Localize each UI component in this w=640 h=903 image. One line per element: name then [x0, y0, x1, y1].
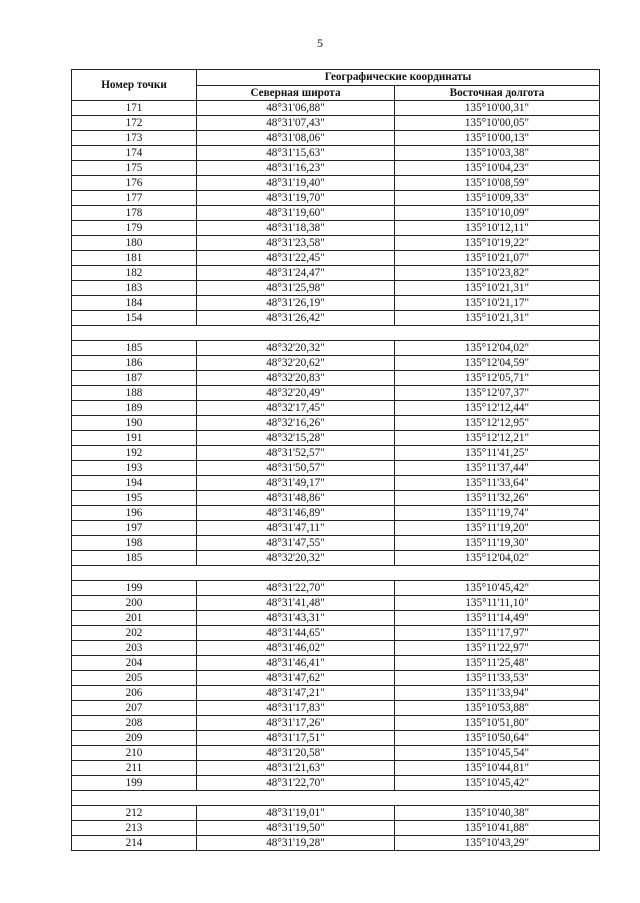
longitude-cell: 135°10'00,31"	[395, 101, 600, 116]
latitude-cell: 48°31'47,62"	[197, 671, 395, 686]
longitude-cell: 135°10'43,29"	[395, 836, 600, 851]
latitude-cell: 48°31'52,57"	[197, 446, 395, 461]
group-separator-row	[72, 566, 600, 581]
table-row	[72, 416, 600, 431]
point-number-cell: 180	[72, 236, 197, 251]
point-number-cell: 185	[72, 341, 197, 356]
point-number-cell: 176	[72, 176, 197, 191]
latitude-cell: 48°32'17,45"	[197, 401, 395, 416]
point-number-cell: 201	[72, 611, 197, 626]
longitude-cell: 135°11'33,94"	[395, 686, 600, 701]
latitude-cell: 48°32'20,32"	[197, 341, 395, 356]
group-separator-row	[72, 791, 600, 806]
longitude-cell: 135°12'04,02"	[395, 341, 600, 356]
table-row	[72, 491, 600, 506]
table-row	[72, 686, 600, 701]
latitude-cell: 48°31'17,83"	[197, 701, 395, 716]
longitude-cell: 135°11'41,25"	[395, 446, 600, 461]
point-number-cell: 205	[72, 671, 197, 686]
table-row	[72, 506, 600, 521]
point-number-cell: 209	[72, 731, 197, 746]
longitude-cell: 135°12'07,37"	[395, 386, 600, 401]
table-row	[72, 101, 600, 116]
latitude-cell: 48°31'19,50"	[197, 821, 395, 836]
latitude-cell: 48°31'46,02"	[197, 641, 395, 656]
table-row	[72, 581, 600, 596]
point-number-cell: 193	[72, 461, 197, 476]
latitude-cell: 48°31'47,21"	[197, 686, 395, 701]
table-row	[72, 596, 600, 611]
table-row	[72, 746, 600, 761]
point-number-cell: 206	[72, 686, 197, 701]
longitude-cell: 135°10'21,31"	[395, 281, 600, 296]
latitude-cell: 48°32'20,49"	[197, 386, 395, 401]
latitude-cell: 48°31'21,63"	[197, 761, 395, 776]
point-number-cell: 190	[72, 416, 197, 431]
longitude-cell: 135°12'12,21"	[395, 431, 600, 446]
latitude-cell: 48°31'19,60"	[197, 206, 395, 221]
separator-cell	[72, 326, 600, 341]
separator-cell	[72, 566, 600, 581]
longitude-cell: 135°11'14,49"	[395, 611, 600, 626]
point-number-cell: 194	[72, 476, 197, 491]
longitude-cell: 135°10'21,31"	[395, 311, 600, 326]
point-number-cell: 171	[72, 101, 197, 116]
latitude-cell: 48°32'20,83"	[197, 371, 395, 386]
table-row	[72, 401, 600, 416]
coordinates-table	[71, 69, 600, 851]
latitude-cell: 48°31'41,48"	[197, 596, 395, 611]
table-row	[72, 371, 600, 386]
table-row	[72, 161, 600, 176]
latitude-cell: 48°31'17,26"	[197, 716, 395, 731]
latitude-cell: 48°31'44,65"	[197, 626, 395, 641]
longitude-cell: 135°11'37,44"	[395, 461, 600, 476]
longitude-cell: 135°11'22,97"	[395, 641, 600, 656]
table-row	[72, 296, 600, 311]
point-number-cell: 188	[72, 386, 197, 401]
longitude-cell: 135°10'23,82"	[395, 266, 600, 281]
table-row	[72, 656, 600, 671]
header-point-number: Номер точки	[72, 70, 197, 101]
header-longitude: Восточная долгота	[395, 85, 600, 101]
longitude-cell: 135°11'11,10"	[395, 596, 600, 611]
point-number-cell: 185	[72, 551, 197, 566]
point-number-cell: 204	[72, 656, 197, 671]
table-row	[72, 536, 600, 551]
latitude-cell: 48°31'23,58"	[197, 236, 395, 251]
table-row	[72, 116, 600, 131]
table-row	[72, 611, 600, 626]
latitude-cell: 48°31'22,70"	[197, 776, 395, 791]
table-row	[72, 356, 600, 371]
table-row	[72, 311, 600, 326]
point-number-cell: 207	[72, 701, 197, 716]
point-number-cell: 181	[72, 251, 197, 266]
table-row	[72, 221, 600, 236]
longitude-cell: 135°10'21,07"	[395, 251, 600, 266]
group-separator-row	[72, 326, 600, 341]
latitude-cell: 48°31'48,86"	[197, 491, 395, 506]
point-number-cell: 213	[72, 821, 197, 836]
latitude-cell: 48°31'22,70"	[197, 581, 395, 596]
table-row	[72, 341, 600, 356]
latitude-cell: 48°31'08,06"	[197, 131, 395, 146]
longitude-cell: 135°12'12,44"	[395, 401, 600, 416]
table-row	[72, 731, 600, 746]
longitude-cell: 135°10'19,22"	[395, 236, 600, 251]
point-number-cell: 200	[72, 596, 197, 611]
point-number-cell: 183	[72, 281, 197, 296]
latitude-cell: 48°31'26,42"	[197, 311, 395, 326]
latitude-cell: 48°31'49,17"	[197, 476, 395, 491]
longitude-cell: 135°10'03,38"	[395, 146, 600, 161]
point-number-cell: 184	[72, 296, 197, 311]
table-row	[72, 806, 600, 821]
point-number-cell: 175	[72, 161, 197, 176]
longitude-cell: 135°11'25,48"	[395, 656, 600, 671]
table-row	[72, 251, 600, 266]
latitude-cell: 48°31'19,70"	[197, 191, 395, 206]
table-row	[72, 461, 600, 476]
point-number-cell: 199	[72, 776, 197, 791]
separator-cell	[72, 791, 600, 806]
table-row	[72, 206, 600, 221]
point-number-cell: 199	[72, 581, 197, 596]
table-row	[72, 281, 600, 296]
table-row	[72, 521, 600, 536]
latitude-cell: 48°32'16,26"	[197, 416, 395, 431]
latitude-cell: 48°31'19,01"	[197, 806, 395, 821]
page-number: 5	[317, 36, 323, 50]
table-row	[72, 386, 600, 401]
point-number-cell: 189	[72, 401, 197, 416]
longitude-cell: 135°10'10,09"	[395, 206, 600, 221]
longitude-cell: 135°10'51,80"	[395, 716, 600, 731]
longitude-cell: 135°10'21,17"	[395, 296, 600, 311]
longitude-cell: 135°11'17,97"	[395, 626, 600, 641]
point-number-cell: 154	[72, 311, 197, 326]
point-number-cell: 174	[72, 146, 197, 161]
point-number-cell: 212	[72, 806, 197, 821]
table-row	[72, 776, 600, 791]
longitude-cell: 135°12'05,71"	[395, 371, 600, 386]
latitude-cell: 48°31'24,47"	[197, 266, 395, 281]
table-row	[72, 191, 600, 206]
table-row	[72, 701, 600, 716]
table-row	[72, 131, 600, 146]
table-row	[72, 176, 600, 191]
longitude-cell: 135°11'19,20"	[395, 521, 600, 536]
longitude-cell: 135°10'00,05"	[395, 116, 600, 131]
table-row	[72, 266, 600, 281]
point-number-cell: 178	[72, 206, 197, 221]
longitude-cell: 135°10'45,54"	[395, 746, 600, 761]
point-number-cell: 214	[72, 836, 197, 851]
point-number-cell: 173	[72, 131, 197, 146]
point-number-cell: 172	[72, 116, 197, 131]
latitude-cell: 48°31'15,63"	[197, 146, 395, 161]
latitude-cell: 48°31'19,28"	[197, 836, 395, 851]
point-number-cell: 177	[72, 191, 197, 206]
point-number-cell: 196	[72, 506, 197, 521]
longitude-cell: 135°11'33,53"	[395, 671, 600, 686]
latitude-cell: 48°31'18,38"	[197, 221, 395, 236]
header-geo-coordinates: Географические координаты	[197, 70, 600, 86]
latitude-cell: 48°31'46,89"	[197, 506, 395, 521]
longitude-cell: 135°12'12,95"	[395, 416, 600, 431]
longitude-cell: 135°10'40,38"	[395, 806, 600, 821]
latitude-cell: 48°31'07,43"	[197, 116, 395, 131]
longitude-cell: 135°12'04,02"	[395, 551, 600, 566]
point-number-cell: 202	[72, 626, 197, 641]
header-latitude: Северная широта	[197, 85, 395, 101]
longitude-cell: 135°11'32,26"	[395, 491, 600, 506]
table-row	[72, 236, 600, 251]
latitude-cell: 48°31'17,51"	[197, 731, 395, 746]
latitude-cell: 48°31'25,98"	[197, 281, 395, 296]
table-row	[72, 761, 600, 776]
latitude-cell: 48°31'20,58"	[197, 746, 395, 761]
table-row	[72, 821, 600, 836]
latitude-cell: 48°31'43,31"	[197, 611, 395, 626]
point-number-cell: 203	[72, 641, 197, 656]
latitude-cell: 48°31'46,41"	[197, 656, 395, 671]
point-number-cell: 182	[72, 266, 197, 281]
point-number-cell: 197	[72, 521, 197, 536]
latitude-cell: 48°31'06,88"	[197, 101, 395, 116]
point-number-cell: 211	[72, 761, 197, 776]
longitude-cell: 135°10'53,88"	[395, 701, 600, 716]
longitude-cell: 135°11'19,74"	[395, 506, 600, 521]
longitude-cell: 135°10'45,42"	[395, 776, 600, 791]
longitude-cell: 135°10'12,11"	[395, 221, 600, 236]
longitude-cell: 135°10'04,23"	[395, 161, 600, 176]
latitude-cell: 48°31'19,40"	[197, 176, 395, 191]
table-row	[72, 551, 600, 566]
point-number-cell: 191	[72, 431, 197, 446]
longitude-cell: 135°10'08,59"	[395, 176, 600, 191]
table-row	[72, 431, 600, 446]
latitude-cell: 48°31'47,11"	[197, 521, 395, 536]
point-number-cell: 192	[72, 446, 197, 461]
table-row	[72, 641, 600, 656]
table-row	[72, 476, 600, 491]
longitude-cell: 135°11'33,64"	[395, 476, 600, 491]
point-number-cell: 208	[72, 716, 197, 731]
longitude-cell: 135°10'41,88"	[395, 821, 600, 836]
longitude-cell: 135°10'09,33"	[395, 191, 600, 206]
table-row	[72, 671, 600, 686]
latitude-cell: 48°31'47,55"	[197, 536, 395, 551]
table-body	[72, 101, 600, 851]
point-number-cell: 179	[72, 221, 197, 236]
latitude-cell: 48°32'15,28"	[197, 431, 395, 446]
table-row	[72, 716, 600, 731]
longitude-cell: 135°10'00,13"	[395, 131, 600, 146]
table-row	[72, 446, 600, 461]
point-number-cell: 187	[72, 371, 197, 386]
longitude-cell: 135°10'44,81"	[395, 761, 600, 776]
table-row	[72, 626, 600, 641]
point-number-cell: 186	[72, 356, 197, 371]
latitude-cell: 48°31'22,45"	[197, 251, 395, 266]
latitude-cell: 48°31'26,19"	[197, 296, 395, 311]
latitude-cell: 48°32'20,62"	[197, 356, 395, 371]
point-number-cell: 198	[72, 536, 197, 551]
latitude-cell: 48°31'16,23"	[197, 161, 395, 176]
longitude-cell: 135°12'04,59"	[395, 356, 600, 371]
longitude-cell: 135°11'19,30"	[395, 536, 600, 551]
longitude-cell: 135°10'45,42"	[395, 581, 600, 596]
point-number-cell: 210	[72, 746, 197, 761]
point-number-cell: 195	[72, 491, 197, 506]
longitude-cell: 135°10'50,64"	[395, 731, 600, 746]
table-row	[72, 836, 600, 851]
latitude-cell: 48°31'50,57"	[197, 461, 395, 476]
table-row	[72, 146, 600, 161]
latitude-cell: 48°32'20,32"	[197, 551, 395, 566]
